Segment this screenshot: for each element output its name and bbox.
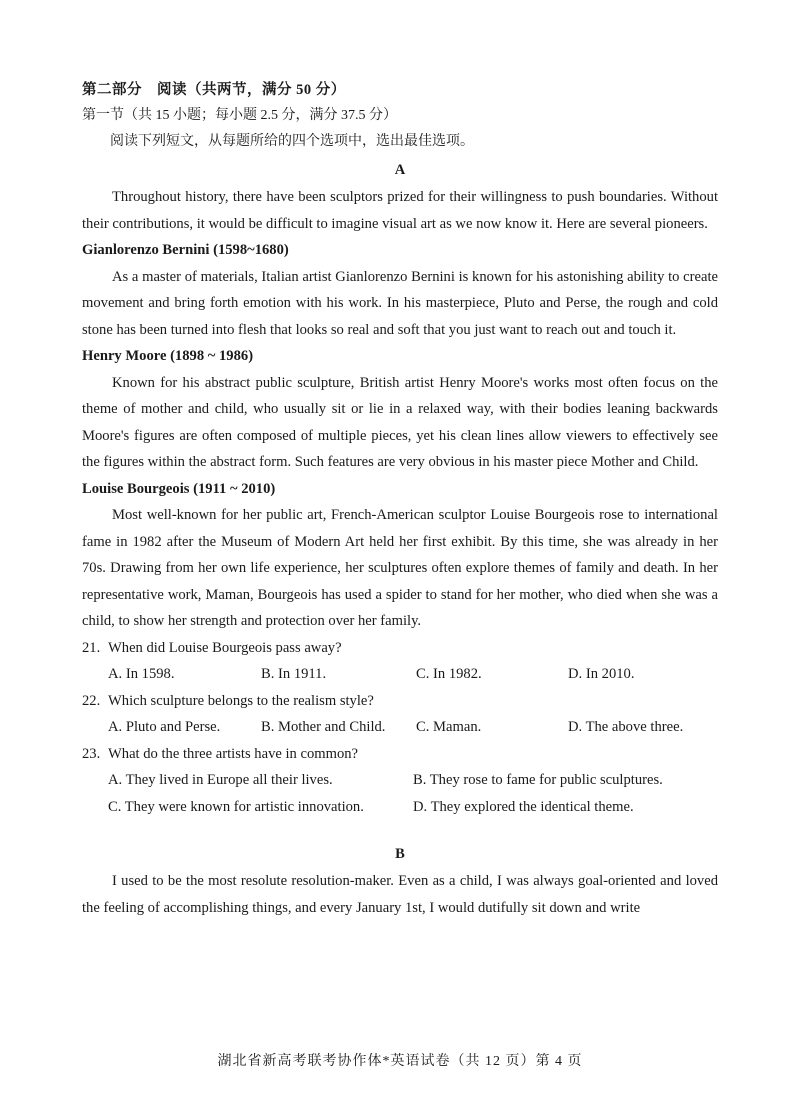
artist-paragraph-bernini: As a master of materials, Italian artist Gianlorenzo Bernini is known for his astonishing ability to create movement and bring forth emotion with his work. In his masterpiece, Pluto and Perse, the rough and cold stone has been turned into flesh that looks so real and soft that you just want to reach out and touch it. bbox=[82, 268, 718, 338]
option-b: B. In 1911. bbox=[261, 666, 327, 682]
option-b: B. Mother and Child. bbox=[261, 719, 386, 735]
option-b: B. They rose to fame for public sculptures. bbox=[413, 772, 663, 788]
option-d: D. The above three. bbox=[568, 719, 684, 735]
question-23-options-row-1 bbox=[82, 767, 718, 794]
passage-b-label: B bbox=[395, 846, 405, 862]
artist-paragraph-bourgeois: Most well-known for her public art, French-American sculptor Louise Bourgeois rose to international fame in 1982 after the Museum of Modern Art held her first exhibit. By this time, she was already in her 70s. Drawing from her own life experience, her sculptures often explore themes of family and death. In her representative work, Maman, Bourgeois has used a spider to stand for her mother, who died when she was a child, to show her strength and protection over her family. bbox=[82, 507, 718, 629]
question-22-options bbox=[82, 714, 718, 741]
question-23 bbox=[82, 741, 718, 768]
option-c: C. Maman. bbox=[416, 719, 482, 735]
question-21 bbox=[82, 635, 718, 662]
question-number: 23. bbox=[82, 745, 101, 762]
question-stem: When did Louise Bourgeois pass away? bbox=[108, 639, 342, 656]
option-a: A. In 1598. bbox=[108, 666, 175, 682]
question-number: 21. bbox=[82, 639, 101, 656]
option-d: D. They explored the identical theme. bbox=[413, 798, 634, 815]
option-c: C. They were known for artistic innovation. bbox=[108, 798, 364, 815]
exam-page bbox=[82, 78, 718, 921]
artist-heading-bourgeois: Louise Bourgeois (1911 ~ 2010) bbox=[82, 480, 276, 497]
option-d: D. In 2010. bbox=[568, 666, 635, 682]
option-a: A. They lived in Europe all their lives. bbox=[108, 772, 333, 788]
question-22 bbox=[82, 688, 718, 715]
passage-a-intro: Throughout history, there have been sculptors prized for their willingness to push boundaries. Without their contributions, it would be difficult to imagine visual art as we now know it. Here are several pioneers. bbox=[82, 189, 718, 232]
question-stem: Which sculpture belongs to the realism style? bbox=[108, 692, 374, 709]
part-title: 第二部分 阅读（共两节，满分 50 分） bbox=[82, 82, 346, 98]
question-number: 22. bbox=[82, 692, 101, 709]
option-c: C. In 1982. bbox=[416, 666, 482, 682]
passage-b-paragraph: I used to be the most resolute resolution-maker. Even as a child, I was always goal-oriented and loved the feeling of accomplishing things, and every January 1st, I would dutifully sit down and write bbox=[82, 873, 718, 916]
section-title: 第一节（共 15 小题；每小题 2.5 分，满分 37.5 分） bbox=[82, 108, 397, 123]
spacer bbox=[82, 820, 718, 842]
page-footer: 湖北省新高考联考协作体*英语试卷（共 12 页）第 4 页 bbox=[217, 1054, 583, 1069]
artist-heading-moore: Henry Moore (1898 ~ 1986) bbox=[82, 348, 254, 364]
question-stem: What do the three artists have in common? bbox=[108, 745, 359, 762]
question-21-options bbox=[82, 661, 718, 688]
instructions: 阅读下列短文，从每题所给的四个选项中，选出最佳选项。 bbox=[110, 134, 474, 149]
artist-heading-bernini: Gianlorenzo Bernini (1598~1680) bbox=[82, 242, 289, 258]
passage-a-label: A bbox=[394, 162, 406, 178]
option-a: A. Pluto and Perse. bbox=[108, 719, 221, 735]
question-23-options-row-2 bbox=[82, 794, 718, 821]
artist-paragraph-moore: Known for his abstract public sculpture, British artist Henry Moore's works most often focus on the theme of mother and child, who usually sit or lie in a relaxed way, with their bodies leaning backwards Moore's figures are often composed of multiple pieces, yet his clean lines allow viewers to effectively see the figures within the abstract form. Such features are very obvious in his master piece Mother and Child. bbox=[82, 374, 718, 470]
